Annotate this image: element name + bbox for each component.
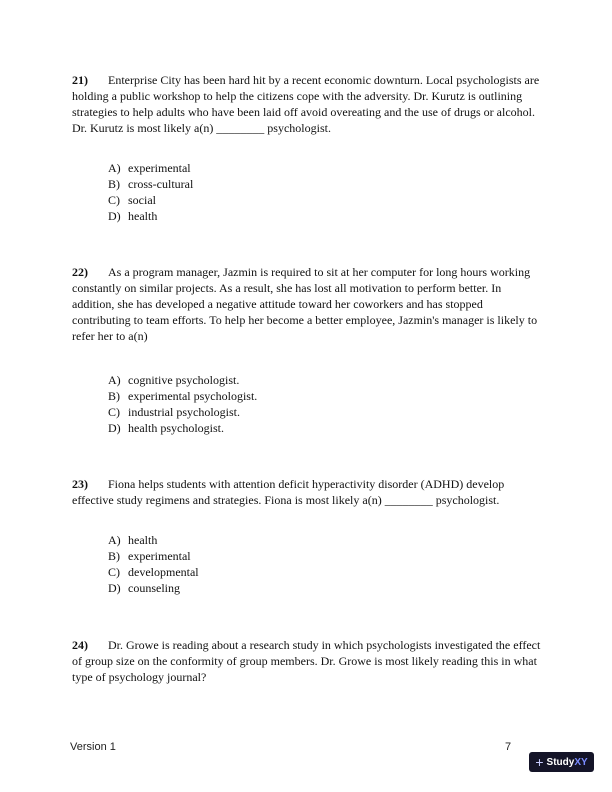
question-text: Fiona helps students with attention deficit hyperactivity disorder (ADHD) develop effective study regimens and strategies. Fiona is most likely a(n) ________ psychologist. [72,477,505,507]
option-text: cognitive psychologist. [128,373,240,387]
plus-icon: + [535,754,544,770]
option-text: industrial psychologist. [128,405,240,419]
option-text: experimental [128,161,191,175]
option-a [108,372,257,388]
option-letter: A) [108,161,121,175]
option-b [108,176,193,192]
option-text: developmental [128,565,199,579]
option-text: experimental [128,549,191,563]
question-24 [72,637,542,685]
option-d [108,580,199,596]
page-number: 7 [505,741,512,753]
option-letter: D) [108,421,121,435]
option-text: social [128,193,156,207]
logo-suffix: XY [574,756,588,768]
option-d [108,208,193,224]
option-text: experimental psychologist. [128,389,258,403]
option-b [108,388,257,404]
logo-prefix: Study [546,756,575,768]
option-letter: A) [108,533,121,547]
option-text: cross-cultural [128,177,194,191]
question-21 [72,72,542,136]
question-number: 23) [72,477,88,491]
option-d [108,420,257,436]
question-number: 21) [72,73,88,87]
option-c [108,404,257,420]
question-text: As a program manager, Jazmin is required to sit at her computer for long hours working constantly on similar projects. As a result, she has lost all motivation to perform better. In addition, she has developed a negative attitude toward her coworkers and has stopped contributing to team efforts. To help her become a better employee, Jazmin's manager is likely to refer her to a(n) [72,265,538,343]
option-text: health [128,209,158,223]
question-text: Enterprise City has been hard hit by a recent economic downturn. Local psychologists are holding a public workshop to help the citizens cope with the adversity. Dr. Kurutz is outlining strategies to help adults who have been laid off avoid overeating and the use of drugs or alcohol. Dr. Kurutz is most likely a(n) ________ psychologist. [72,73,540,135]
option-a [108,160,193,176]
question-23 [72,476,542,508]
options-23 [108,532,199,596]
options-21 [108,160,193,224]
question-number: 22) [72,265,88,279]
option-letter: D) [108,209,121,223]
option-c [108,192,193,208]
option-letter: C) [108,193,120,207]
option-letter: A) [108,373,121,387]
option-text: counseling [128,581,180,595]
option-a [108,532,199,548]
question-22 [72,264,542,344]
question-number: 24) [72,638,88,652]
footer-version: Version 1 [70,741,116,753]
option-letter: B) [108,549,120,563]
option-letter: C) [108,405,120,419]
studyxy-logo[interactable] [529,752,594,772]
option-text: health psychologist. [128,421,224,435]
option-letter: C) [108,565,120,579]
option-text: health [128,533,158,547]
option-b [108,548,199,564]
options-22 [108,372,257,436]
logo-text [547,757,588,768]
option-c [108,564,199,580]
question-text: Dr. Growe is reading about a research study in which psychologists investigated the effect of group size on the conformity of group members. Dr. Growe is most likely reading this in what type of psychology journal? [72,638,541,684]
option-letter: B) [108,389,120,403]
option-letter: D) [108,581,121,595]
option-letter: B) [108,177,120,191]
